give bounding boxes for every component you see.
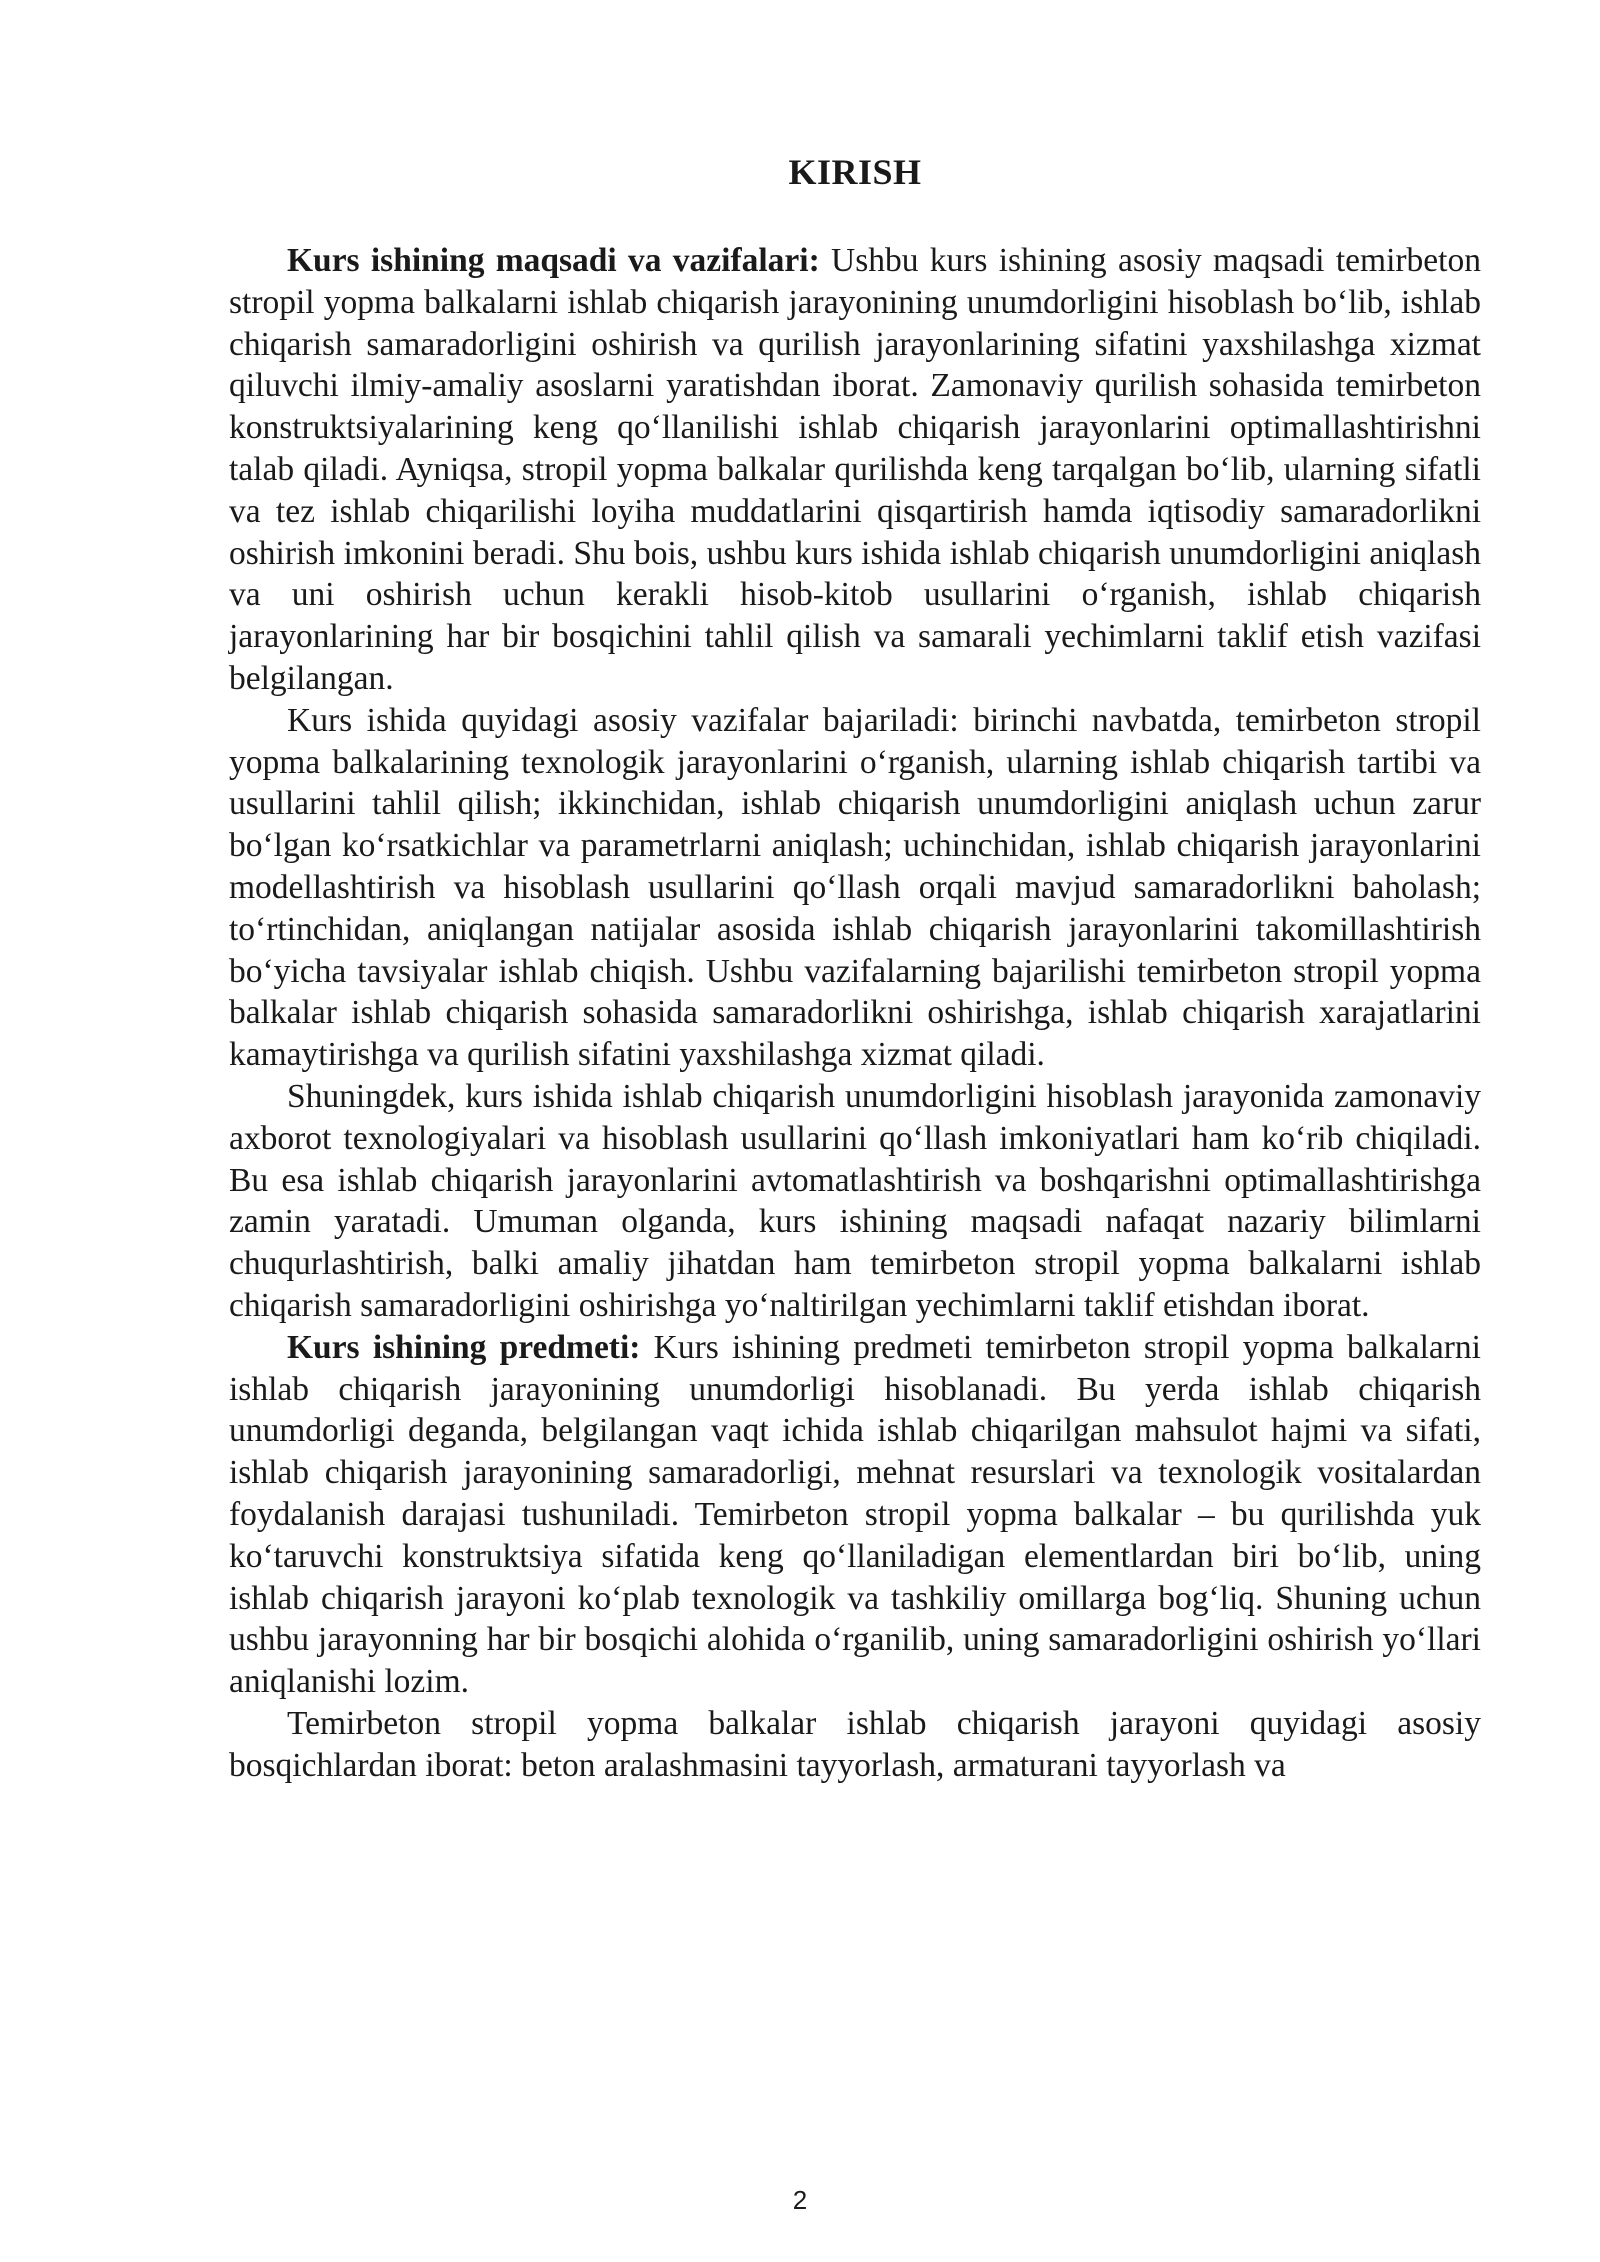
paragraph-text-subject: Kurs ishining predmeti temirbeton stropil yopma balkalarni ishlab chiqarish jarayonining unumdorligi hisoblanadi. Bu yerda ishlab chiqarish unumdorligi deganda, belgilangan vaqt ichida ishlab chiqarilgan mahsulot hajmi va sifati, ishlab chiqarish jarayonining samaradorligi, mehnat resurslari va texnologik vositalardan foydalanish darajasi tushuniladi. Temirbeton stropil yopma balkalar – bu qurilishda yuk ko‘taruvchi konstruktsiya sifatida keng qo‘llaniladigan elementlardan biri bo‘lib, uning ishlab chiqarish jarayoni ko‘plab texnologik va tashkiliy omillarga bog‘liq. Shuning uchun ushbu jarayonning har bir bosqichi alohida o‘rganilib, uning samaradorligini oshirish yo‘llari aniqlanishi lozim. [229,1328,1481,1701]
paragraph-text-technologies: Shuningdek, kurs ishida ishlab chiqarish unumdorligini hisoblash jarayonida zamonaviy axborot texnologiyalari va hisoblash usullarini qo‘llash imkoniyatlari ham ko‘rib chiqiladi. Bu esa ishlab chiqarish jarayonlarini avtomatlashtirish va boshqarishni optimallashtirishga zamin yaratadi. Umuman olganda, kurs ishining maqsadi nafaqat nazariy bilimlarni chuqurlashtirish, balki amaliy jihatdan ham temirbeton stropil yopma balkalarni ishlab chiqarish samaradorligini oshirishga yo‘naltirilgan yechimlarni taklif etishdan iborat. [229,1077,1481,1324]
paragraph-stages [229,1703,1481,1787]
paragraph-technologies [229,1076,1481,1327]
paragraph-lead-goals: Kurs ishining maqsadi va vazifalari: [287,242,820,279]
paragraph-subject [229,1327,1481,1703]
page-number: 2 [792,2185,808,2215]
paragraph-text-goals: Ushbu kurs ishining asosiy maqsadi temirbeton stropil yopma balkalarni ishlab chiqarish jarayonining unumdorligini hisoblash bo‘lib, ishlab chiqarish samaradorligini oshirish va qurilish jarayonlarining sifatini yaxshilashga xizmat qiluvchi ilmiy-amaliy asoslarni yaratishdan iborat. Zamonaviy qurilish sohasida temirbeton konstruktsiyalarining keng qo‘llanilishi ishlab chiqarish jarayonlarini optimallashtirishni talab qiladi. Ayniqsa, stropil yopma balkalar qurilishda keng tarqalgan bo‘lib, ularning sifatli va tez ishlab chiqarilishi loyiha muddatlarini qisqartirish hamda iqtisodiy samaradorlikni oshirish imkonini beradi. Shu bois, ushbu kurs ishida ishlab chiqarish unumdorligini aniqlash va uni oshirish uchun kerakli hisob-kitob usullarini o‘rganish, ishlab chiqarish jarayonlarining har bir bosqichini tahlil qilish va samarali yechimlarni taklif etish vazifasi belgilangan. [229,242,1481,697]
paragraph-text-stages: Temirbeton stropil yopma balkalar ishlab chiqarish jarayoni quyidagi asosiy bosqichlardan iborat: beton aralashmasini tayyorlash, armaturani tayyorlash va [229,1704,1481,1784]
page-content [229,150,1481,1786]
paragraph-text-tasks: Kurs ishida quyidagi asosiy vazifalar bajariladi: birinchi navbatda, temirbeton stropil yopma balkalarining texnologik jarayonlarini o‘rganish, ularning ishlab chiqarish tartibi va usullarini tahlil qilish; ikkinchidan, ishlab chiqarish unumdorligini aniqlash uchun zarur bo‘lgan ko‘rsatkichlar va parametrlarni aniqlash; uchinchidan, ishlab chiqarish jarayonlarini modellashtirish va hisoblash usullarini qo‘llash orqali mavjud samaradorlikni baholash; to‘rtinchidan, aniqlangan natijalar asosida ishlab chiqarish jarayonlarini takomillashtirish bo‘yicha tavsiyalar ishlab chiqish. Ushbu vazifalarning bajarilishi temirbeton stropil yopma balkalar ishlab chiqarish sohasida samaradorlikni oshirishga, ishlab chiqarish xarajatlarini kamaytirishga va qurilish sifatini yaxshilashga xizmat qiladi. [229,701,1481,1074]
page-title: KIRISH [788,152,922,192]
paragraph-goals [229,240,1481,700]
paragraph-lead-subject: Kurs ishining predmeti: [287,1328,641,1366]
paragraph-tasks [229,700,1481,1076]
